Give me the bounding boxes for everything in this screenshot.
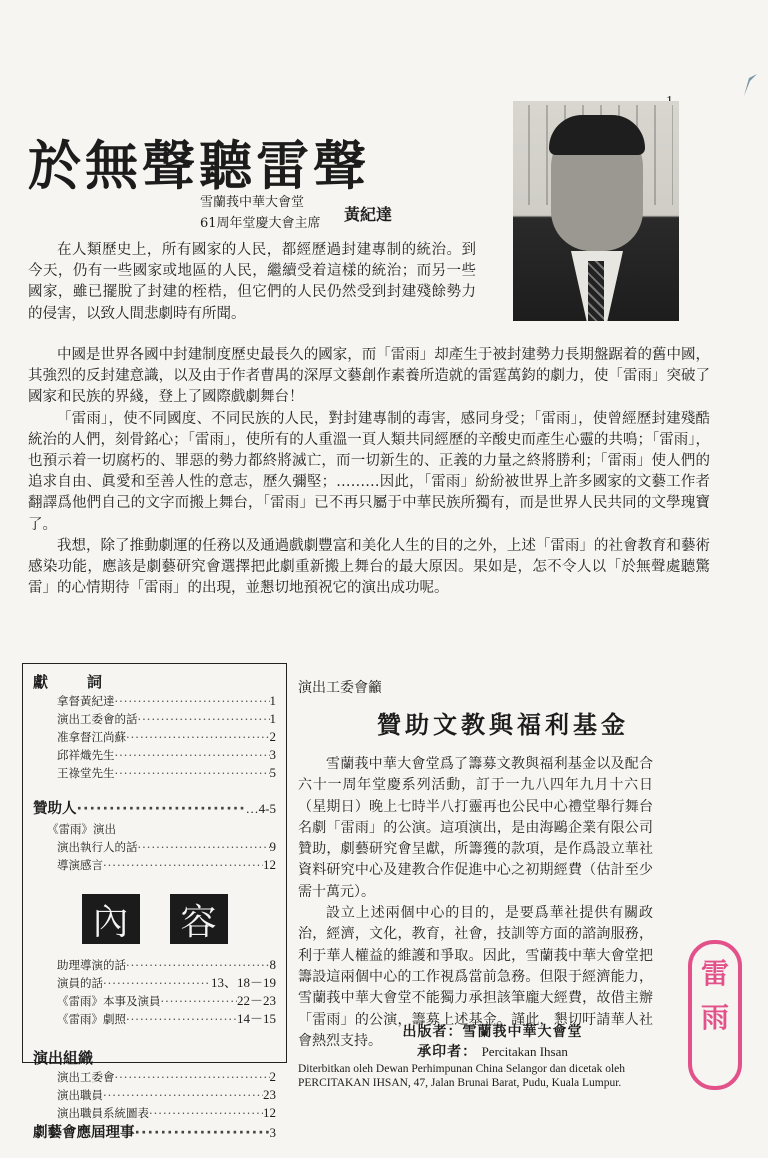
fund-kicker: 演出工委會籲	[298, 680, 382, 696]
table-of-contents	[22, 663, 287, 1141]
leader-dots	[126, 1010, 237, 1028]
toc-item[interactable]: 演出工委會 ····· 2	[33, 1068, 276, 1086]
leader-dots	[115, 746, 270, 764]
toc-item[interactable]: 助理導演的話 ····· 8	[33, 956, 276, 974]
page-title: 於無聲聽雷聲	[28, 134, 370, 197]
fund-paragraph: 設立上述兩個中心的目的，是要爲華社提供有關政治，經濟，文化，教育，社會，技訓等方面的諮詢服務，利于華人權益的維護和爭取。因此，雪蘭莪中華大會堂把籌設這兩個中心的工作視爲當前急務。但限于經濟能力，雪蘭莪中華大會堂不能獨力承担該筆龐大經費，故借主辦「雷雨」的公演，籌募上述基金。謹此，懇切吁請華人社會熱烈支持。	[298, 905, 653, 1049]
byline-position: 61周年堂慶大會主席	[200, 216, 321, 231]
leader-dots	[115, 692, 270, 710]
toc-item[interactable]: 《雷雨》本事及演員 ····· 22－23	[33, 992, 276, 1010]
malay-imprint-line1: Diterbitkan oleh Dewan Perhimpunan China Selangor dan dicetak oleh	[298, 1063, 626, 1075]
contents-heading	[33, 894, 276, 944]
fund-paragraph: 雪蘭莪中華大會堂爲了籌募文教與福利基金以及配合六十一周年堂慶系列活動，訂于一九八四年九月十六日（星期日）晚上七時半八打靈再也公民中心禮堂舉行舞台名劇「雷雨」的公演。這項演出，是由海鷗企業有限公司贊助，劇藝研究會呈獻，所籌獲的款項，是作爲設立華社資料研究中心及建教合作促進中心之初期經費（估計至少需十萬元）。	[298, 756, 653, 900]
leader-dots	[135, 1122, 270, 1144]
toc-item[interactable]: 邱祥熾先生 ····· 3	[33, 746, 276, 764]
toc-section-board[interactable]: 劇藝會應屆理事 ····· 3	[33, 1122, 276, 1144]
essay-intro	[28, 240, 476, 325]
toc-item[interactable]: 拿督黃紀達 ····· 1	[33, 692, 276, 710]
toc-item[interactable]: 演出職員 ····· 23	[33, 1086, 276, 1104]
fund-appeal	[298, 677, 708, 1052]
contents-badge-char: 容	[170, 894, 228, 944]
leader-dots	[149, 1104, 263, 1122]
leader-dots	[138, 710, 270, 728]
contents-badge-char: 內	[82, 894, 140, 944]
printer-line	[300, 1042, 685, 1062]
byline-org: 雪蘭莪中華大會堂	[200, 195, 305, 210]
pen-mark-icon	[740, 72, 758, 98]
leader-dots	[103, 1086, 263, 1104]
essay-paragraph: 在人類歷史上，所有國家的人民，都經歷過封建專制的統治。到今天，仍有一些國家或地區的人民，繼續受着這樣的統治；而另一些國家，雖已擺脫了封建的桎梏，但它們的人民仍然受到封建殘餘勢力的侵害，以致人間悲劇時有所聞。	[28, 242, 476, 322]
leader-dots	[77, 798, 246, 820]
publisher-label: 出版者：雪蘭莪中華大會堂	[402, 1024, 583, 1040]
portrait-tie	[588, 261, 604, 321]
leader-dots	[115, 1068, 270, 1086]
toc-item[interactable]: 演出職員系統圖表 ····· 12	[33, 1104, 276, 1122]
essay-paragraph: 中國是世界各國中封建制度歷史最長久的國家，而「雷雨」却產生于被封建勢力長期盤踞着的舊中國，其強烈的反封建意識，以及由于作者曹禺的深厚文藝創作素養所造就的雷霆萬鈞的劇力，使「雷雨」突破了國家和民族的界綫，登上了國際戲劇舞台！	[28, 347, 710, 406]
red-seal-stamp-icon: 雷雨	[688, 940, 742, 1090]
author-name: 黃紀達	[344, 205, 393, 224]
toc-section-dedication: 獻 詞	[33, 673, 115, 691]
toc-section-sponsors[interactable]: 贊助人 ····· …4-5	[33, 798, 276, 820]
malay-imprint-line2: PERCITAKAN IHSAN, 47, Jalan Brunai Barat, Pudu, Kuala Lumpur.	[298, 1077, 622, 1089]
toc-item[interactable]: 演出執行人的話 ····· 9	[33, 838, 276, 856]
publisher-info	[300, 1022, 685, 1090]
leader-dots	[103, 856, 263, 874]
leader-dots	[138, 838, 270, 856]
leader-dots	[115, 764, 270, 782]
byline	[200, 192, 321, 234]
essay-paragraph: 「雷雨」，使不同國度、不同民族的人民，對封建專制的毒害，感同身受；「雷雨」，使曾經歷封建殘酷統治的人們，刻骨銘心；「雷雨」，使所有的人重溫一頁人類共同經歷的辛酸史而產生心靈的共鳴；「雷雨」，也預示着一切腐朽的、罪惡的勢力都終將滅亡，而一切新生的、正義的力量之終將勝利；「雷雨」使人們的追求自由、眞愛和至善人性的意志，歷久彌堅；………因此，「雷雨」紛紛被世界上許多國家的文藝工作者翻譯爲他們自己的文字而搬上舞台，「雷雨」已不再只屬于中華民族所獨有，而是世界人民共同的文學瑰寶了。	[28, 410, 710, 533]
printer-key: 承印者：	[417, 1044, 478, 1060]
fund-heading: 贊助文教與福利基金	[377, 711, 629, 739]
printer-value: Percitakan Ihsan	[481, 1044, 568, 1059]
toc-item[interactable]: 准拿督江尚蘇 ····· 2	[33, 728, 276, 746]
leader-dots	[126, 956, 270, 974]
portrait-hair	[549, 115, 645, 155]
toc-subsection-performance: 《雷雨》演出	[47, 822, 116, 836]
essay-paragraph: 我想，除了推動劇運的任務以及通過戲劇豐富和美化人生的目的之外，上述「雷雨」的社會教育和藝術感染功能，應該是劇藝研究會選擇把此劇重新搬上舞台的最大原因。果如是，怎不令人以「於無聲處聽驚雷」的心情期待「雷雨」的出現，並懇切地預祝它的演出成功呢。	[28, 537, 710, 597]
toc-item[interactable]: 王祿堂先生 ····· 5	[33, 764, 276, 782]
fund-body	[298, 754, 653, 1052]
toc-item[interactable]: 演出工委會的話 ····· 1	[33, 710, 276, 728]
essay-body	[28, 345, 710, 599]
leader-dots	[126, 728, 270, 746]
toc-section-organization: 演出組織	[33, 1049, 94, 1067]
toc-item[interactable]: 《雷雨》劇照 ····· 14－15	[33, 1010, 276, 1028]
leader-dots	[103, 974, 211, 992]
author-portrait-photo	[513, 101, 679, 321]
toc-item[interactable]: 演員的話 ····· 13、18－19	[33, 974, 276, 992]
leader-dots	[161, 992, 237, 1010]
toc-item[interactable]: 導演感言 ····· 12	[33, 856, 276, 874]
